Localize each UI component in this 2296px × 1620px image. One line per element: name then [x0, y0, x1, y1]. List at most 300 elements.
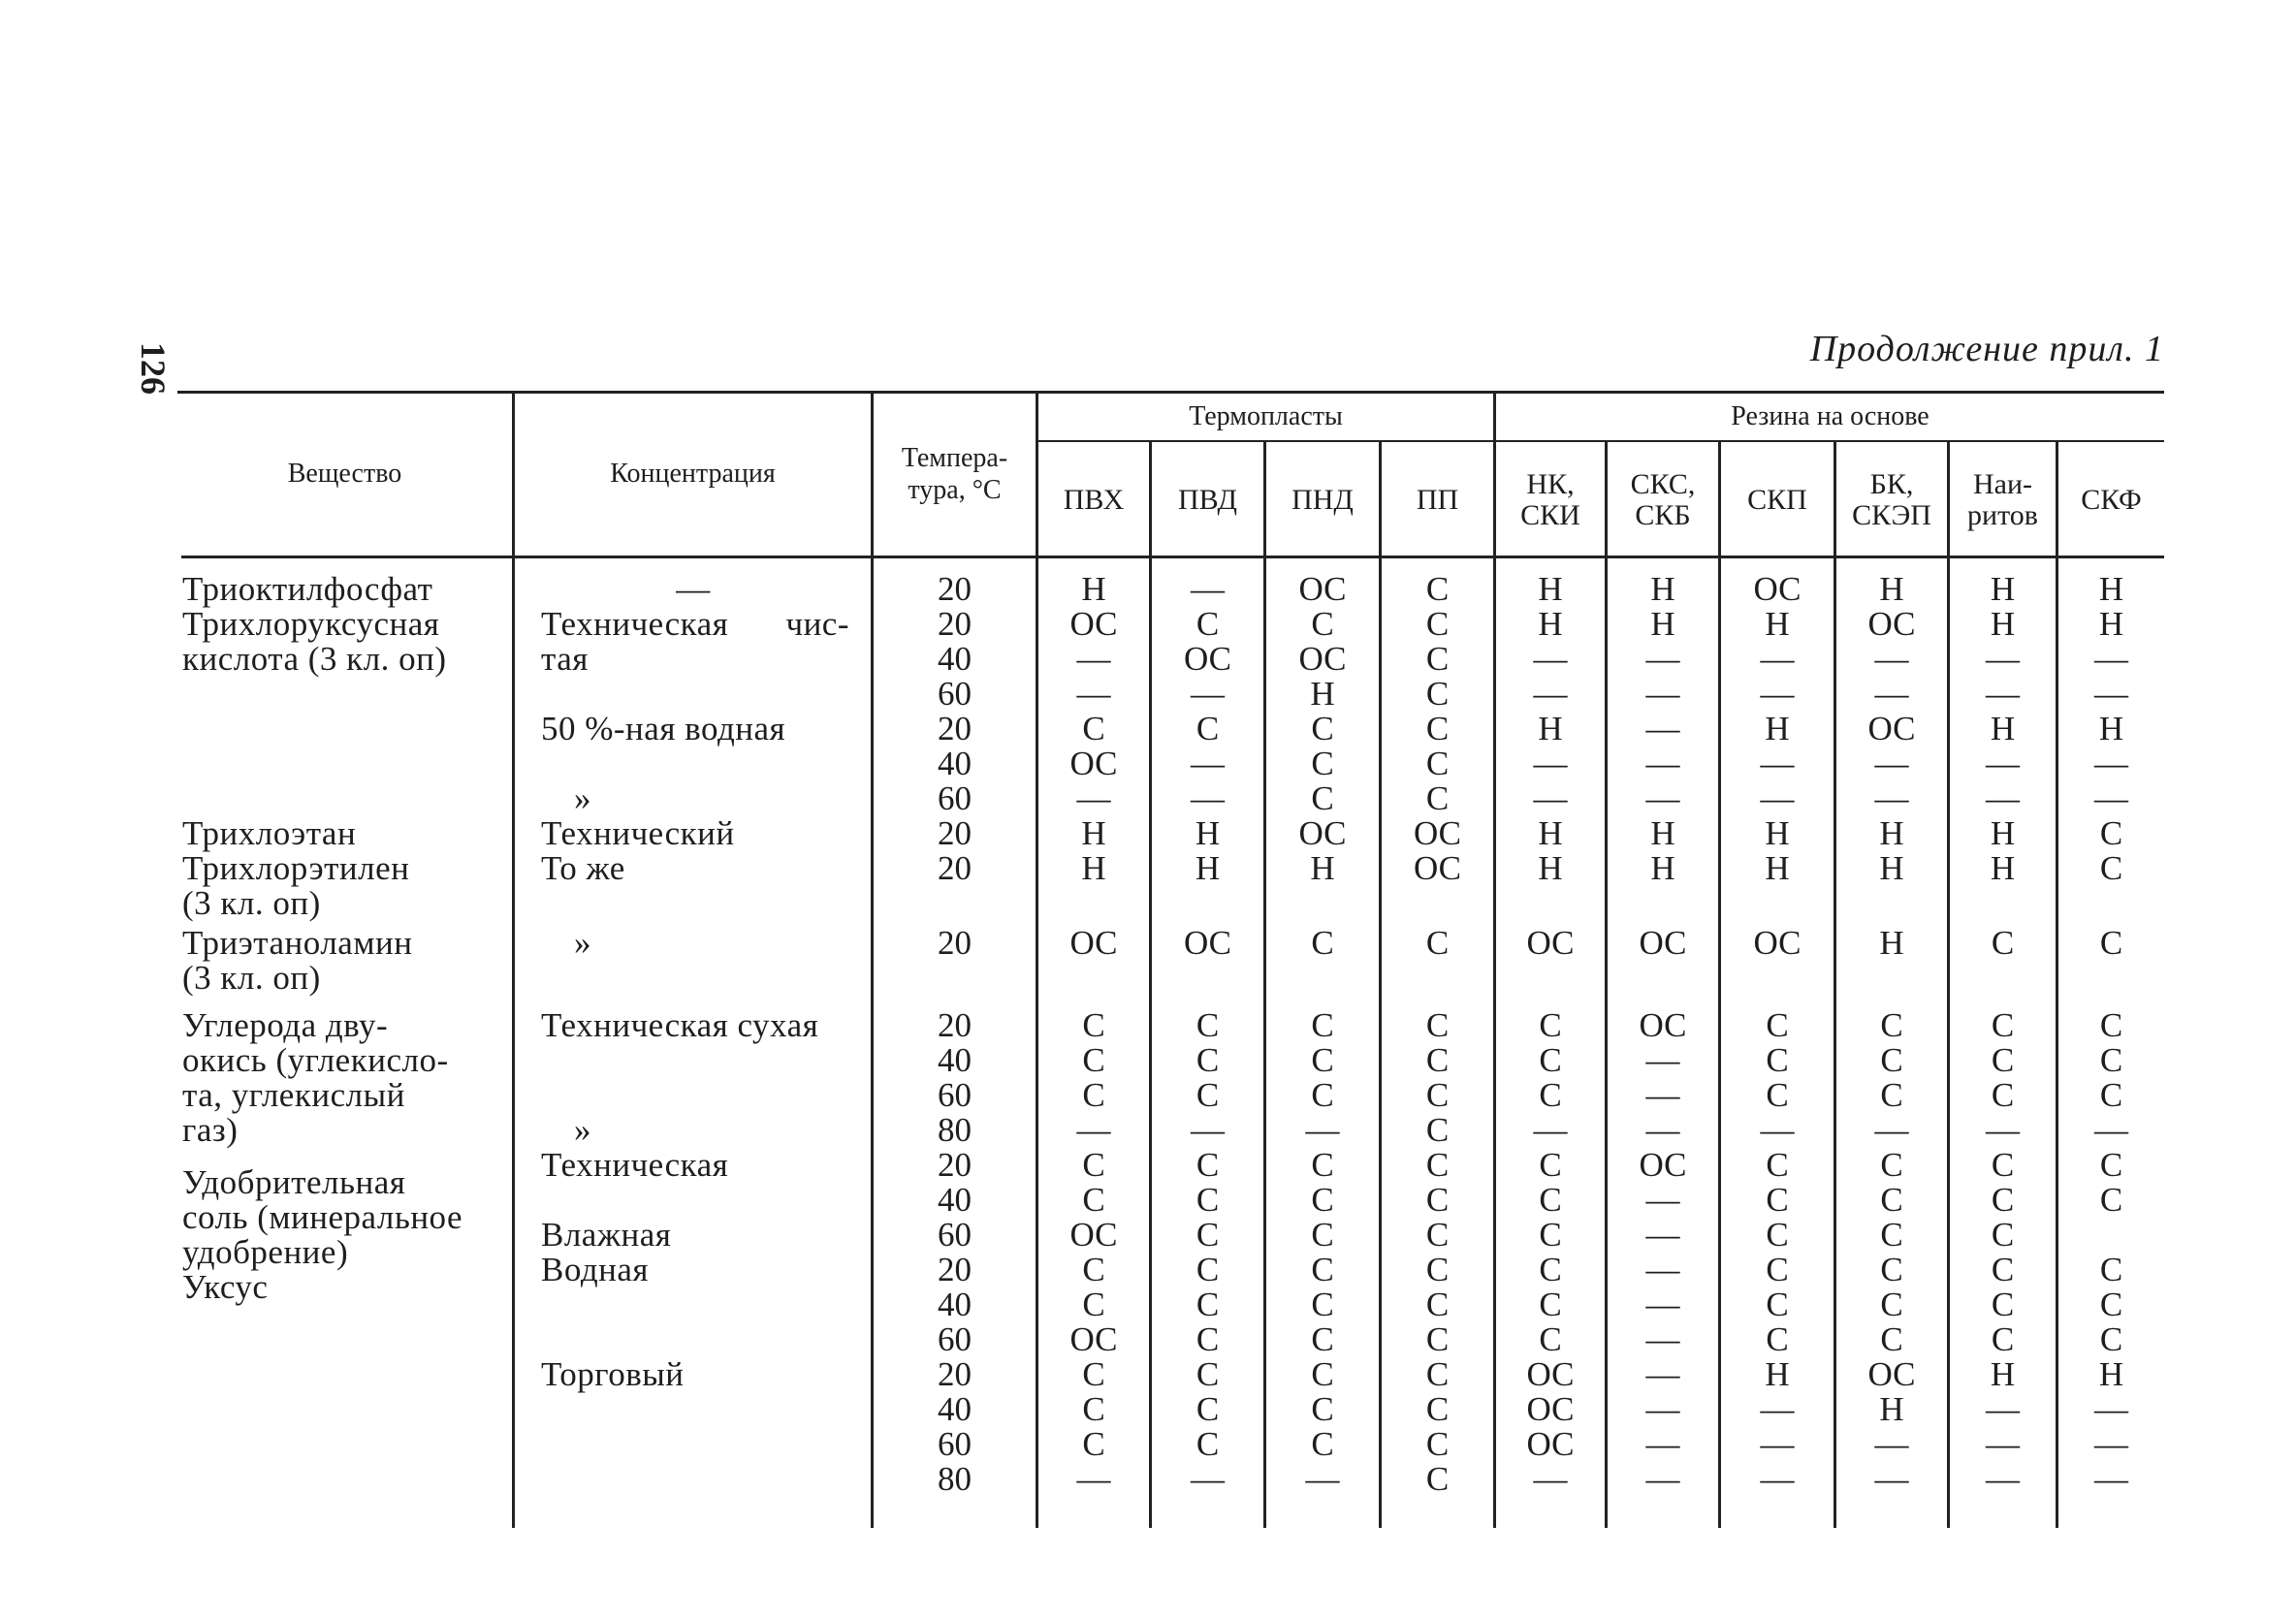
- resistance-cell: —: [1760, 1425, 1795, 1463]
- concentration-label: 50 %-ная водная: [541, 710, 786, 747]
- resistance-cell: Н: [1765, 710, 1790, 747]
- resistance-cell: Н: [1879, 570, 1904, 608]
- concentration-label: Торговый: [541, 1355, 685, 1393]
- resistance-cell: С: [1425, 924, 1450, 962]
- resistance-cell: ОС: [1413, 814, 1462, 852]
- resistance-cell: Н: [1195, 814, 1221, 852]
- resistance-cell: Н: [1990, 605, 2016, 643]
- resistance-cell: ОС: [1298, 640, 1347, 678]
- resistance-cell: С: [1425, 1111, 1450, 1149]
- resistance-cell: —: [1760, 779, 1795, 817]
- resistance-cell: С: [1991, 1251, 2015, 1288]
- resistance-cell: —: [1645, 675, 1680, 713]
- temperature-cell: 20: [938, 1355, 972, 1393]
- table-header-rule: [181, 556, 2164, 558]
- temperature-cell: 40: [938, 1181, 972, 1219]
- header-substance: Вещество: [287, 459, 402, 490]
- substance-label: (3 кл. оп): [182, 884, 321, 922]
- resistance-cell: С: [1311, 1355, 1334, 1393]
- resistance-cell: ОС: [1298, 814, 1347, 852]
- resistance-cell: С: [1425, 710, 1450, 747]
- resistance-cell: С: [1425, 640, 1450, 678]
- resistance-cell: С: [1880, 1041, 1903, 1079]
- header-column: СКФ: [2081, 483, 2142, 516]
- substance-label: Удобрительная: [182, 1163, 406, 1201]
- resistance-cell: Н: [1990, 1355, 2016, 1393]
- resistance-cell: Н: [1538, 605, 1563, 643]
- resistance-cell: —: [1645, 1041, 1680, 1079]
- resistance-cell: С: [1539, 1041, 1562, 1079]
- temperature-cell: 60: [938, 1076, 972, 1114]
- resistance-cell: Н: [2098, 710, 2124, 747]
- resistance-cell: Н: [1879, 849, 1904, 887]
- resistance-cell: ОС: [1867, 605, 1916, 643]
- resistance-cell: С: [1539, 1146, 1562, 1184]
- resistance-cell: С: [1311, 605, 1334, 643]
- concentration-label: Влажная: [541, 1216, 672, 1254]
- resistance-cell: С: [1196, 1390, 1220, 1428]
- resistance-cell: С: [1082, 1251, 1105, 1288]
- resistance-cell: С: [1082, 1425, 1105, 1463]
- resistance-cell: С: [1311, 1286, 1334, 1323]
- resistance-cell: —: [1874, 1460, 1909, 1498]
- resistance-cell: ОС: [1069, 1320, 1118, 1358]
- resistance-cell: —: [1874, 779, 1909, 817]
- temperature-cell: 60: [938, 1320, 972, 1358]
- resistance-cell: С: [1880, 1216, 1903, 1254]
- resistance-cell: —: [1645, 640, 1680, 678]
- temperature-cell: 40: [938, 1390, 972, 1428]
- resistance-cell: —: [1076, 640, 1111, 678]
- resistance-cell: —: [1645, 1216, 1680, 1254]
- temperature-cell: 80: [938, 1460, 972, 1498]
- header-column: ПП: [1416, 483, 1459, 516]
- concentration-label: Техническая чис-: [541, 605, 849, 643]
- resistance-cell: Н: [1650, 849, 1675, 887]
- resistance-cell: С: [1425, 1181, 1450, 1219]
- resistance-cell: С: [1196, 1286, 1220, 1323]
- resistance-cell: ОС: [1069, 1216, 1118, 1254]
- resistance-cell: С: [1539, 1181, 1562, 1219]
- resistance-cell: С: [1082, 1355, 1105, 1393]
- resistance-cell: —: [1874, 675, 1909, 713]
- resistance-cell: Н: [1765, 605, 1790, 643]
- resistance-cell: С: [1082, 1076, 1105, 1114]
- resistance-cell: С: [1880, 1181, 1903, 1219]
- resistance-cell: С: [1425, 605, 1450, 643]
- temperature-cell: 20: [938, 605, 972, 643]
- resistance-cell: С: [1991, 1286, 2015, 1323]
- resistance-cell: —: [1760, 1111, 1795, 1149]
- resistance-cell: С: [1880, 1146, 1903, 1184]
- resistance-cell: Н: [1650, 605, 1675, 643]
- resistance-cell: —: [1533, 745, 1568, 782]
- temperature-cell: 80: [938, 1111, 972, 1149]
- resistance-cell: —: [1874, 1425, 1909, 1463]
- resistance-cell: ОС: [1413, 849, 1462, 887]
- resistance-cell: ОС: [1639, 1146, 1687, 1184]
- resistance-cell: ОС: [1753, 570, 1802, 608]
- resistance-cell: Н: [1081, 849, 1106, 887]
- resistance-cell: Н: [1990, 814, 2016, 852]
- resistance-cell: —: [1986, 779, 2020, 817]
- concentration-label: Технический: [541, 814, 735, 852]
- resistance-cell: ОС: [1639, 924, 1687, 962]
- temperature-cell: 20: [938, 1251, 972, 1288]
- resistance-cell: —: [1645, 1390, 1680, 1428]
- resistance-cell: С: [1196, 1006, 1220, 1044]
- resistance-cell: —: [1760, 675, 1795, 713]
- resistance-cell: С: [1766, 1320, 1789, 1358]
- resistance-cell: —: [1760, 640, 1795, 678]
- resistance-cell: —: [1645, 1251, 1680, 1288]
- resistance-cell: Н: [1765, 814, 1790, 852]
- resistance-cell: Н: [1879, 924, 1904, 962]
- resistance-cell: —: [1760, 745, 1795, 782]
- temperature-cell: 20: [938, 849, 972, 887]
- resistance-cell: С: [1539, 1251, 1562, 1288]
- resistance-cell: С: [1766, 1181, 1789, 1219]
- resistance-cell: С: [1311, 1390, 1334, 1428]
- resistance-cell: —: [1076, 779, 1111, 817]
- concentration-label: —: [676, 570, 711, 608]
- resistance-cell: —: [1305, 1460, 1340, 1498]
- concentration-label: тая: [541, 640, 589, 678]
- resistance-cell: ОС: [1183, 924, 1232, 962]
- resistance-cell: С: [1539, 1006, 1562, 1044]
- temperature-cell: 20: [938, 1146, 972, 1184]
- substance-label: соль (минеральное: [182, 1198, 463, 1236]
- resistance-cell: С: [1196, 1425, 1220, 1463]
- temperature-cell: 60: [938, 779, 972, 817]
- resistance-cell: С: [1311, 1251, 1334, 1288]
- resistance-cell: —: [1305, 1111, 1340, 1149]
- resistance-cell: —: [1645, 1181, 1680, 1219]
- resistance-cell: ОС: [1069, 605, 1118, 643]
- concentration-label: »: [574, 1111, 591, 1149]
- resistance-cell: С: [1311, 1216, 1334, 1254]
- concentration-label: Техническая сухая: [541, 1006, 819, 1044]
- temperature-cell: 20: [938, 924, 972, 962]
- temperature-cell: 20: [938, 710, 972, 747]
- substance-label: Уксус: [182, 1268, 269, 1306]
- header-thermoplastics: Термопласты: [1189, 400, 1343, 431]
- resistance-cell: С: [1196, 710, 1220, 747]
- resistance-cell: С: [1082, 710, 1105, 747]
- resistance-cell: —: [1986, 1390, 2020, 1428]
- resistance-cell: С: [1766, 1006, 1789, 1044]
- resistance-cell: С: [1539, 1320, 1562, 1358]
- resistance-cell: С: [2099, 814, 2123, 852]
- resistance-cell: С: [1425, 779, 1450, 817]
- resistance-cell: С: [1766, 1076, 1789, 1114]
- resistance-cell: С: [1196, 1076, 1220, 1114]
- resistance-cell: С: [1082, 1181, 1105, 1219]
- resistance-cell: С: [1311, 1320, 1334, 1358]
- resistance-cell: С: [2099, 1181, 2123, 1219]
- resistance-cell: —: [2094, 779, 2128, 817]
- substance-label: Трихлоруксусная: [182, 605, 440, 643]
- substance-label: удобрение): [182, 1233, 349, 1271]
- substance-label: (3 кл. оп): [182, 959, 321, 997]
- substance-label: Углерода дву-: [182, 1006, 389, 1044]
- resistance-cell: Н: [1081, 814, 1106, 852]
- resistance-cell: С: [1991, 1181, 2015, 1219]
- substance-label: Трихлорэтилен: [182, 849, 410, 887]
- resistance-cell: —: [1645, 1355, 1680, 1393]
- resistance-cell: —: [1986, 1460, 2020, 1498]
- resistance-cell: Н: [1195, 849, 1221, 887]
- header-column: Наи- ритов: [1967, 468, 2038, 531]
- resistance-cell: Н: [1879, 814, 1904, 852]
- resistance-cell: С: [1311, 924, 1334, 962]
- substance-label: Трихлоэтан: [182, 814, 357, 852]
- resistance-cell: С: [1991, 1076, 2015, 1114]
- resistance-cell: С: [1766, 1286, 1789, 1323]
- header-column: БК, СКЭП: [1852, 468, 1931, 531]
- resistance-cell: С: [2099, 1286, 2123, 1323]
- concentration-label: Техническая: [541, 1146, 729, 1184]
- resistance-cell: С: [1425, 1320, 1450, 1358]
- resistance-cell: С: [1425, 1216, 1450, 1254]
- group-underline: [1493, 440, 2164, 442]
- resistance-cell: С: [1425, 1460, 1450, 1498]
- resistance-cell: —: [1760, 1460, 1795, 1498]
- resistance-cell: —: [1533, 1111, 1568, 1149]
- resistance-cell: Н: [1538, 849, 1563, 887]
- substance-label: кислота (3 кл. оп): [182, 640, 447, 678]
- header-column: СКС, СКБ: [1630, 468, 1696, 531]
- resistance-cell: С: [1311, 710, 1334, 747]
- resistance-cell: С: [1425, 675, 1450, 713]
- resistance-cell: С: [1425, 1146, 1450, 1184]
- resistance-cell: ОС: [1298, 570, 1347, 608]
- temperature-cell: 40: [938, 1041, 972, 1079]
- temperature-cell: 20: [938, 570, 972, 608]
- resistance-cell: С: [1425, 1041, 1450, 1079]
- resistance-cell: —: [1645, 779, 1680, 817]
- resistance-cell: С: [2099, 1041, 2123, 1079]
- resistance-cell: С: [1196, 1355, 1220, 1393]
- resistance-cell: —: [1191, 1460, 1225, 1498]
- resistance-cell: Н: [1990, 710, 2016, 747]
- resistance-cell: С: [1425, 1425, 1450, 1463]
- resistance-cell: Н: [1990, 849, 2016, 887]
- resistance-cell: —: [1874, 1111, 1909, 1149]
- resistance-cell: С: [1311, 1041, 1334, 1079]
- resistance-cell: —: [1076, 1460, 1111, 1498]
- resistance-cell: —: [2094, 640, 2128, 678]
- resistance-cell: ОС: [1526, 1355, 1575, 1393]
- resistance-cell: С: [1880, 1286, 1903, 1323]
- resistance-cell: С: [1425, 1355, 1450, 1393]
- resistance-cell: Н: [1538, 814, 1563, 852]
- substance-label: Триоктилфосфат: [182, 570, 433, 608]
- resistance-cell: С: [1991, 1146, 2015, 1184]
- resistance-cell: С: [2099, 1146, 2123, 1184]
- resistance-cell: С: [1311, 779, 1334, 817]
- resistance-cell: С: [1880, 1076, 1903, 1114]
- resistance-cell: С: [1196, 1146, 1220, 1184]
- resistance-cell: ОС: [1753, 924, 1802, 962]
- resistance-cell: С: [1766, 1251, 1789, 1288]
- resistance-cell: Н: [1538, 570, 1563, 608]
- substance-label: окись (углекисло-: [182, 1041, 449, 1079]
- resistance-cell: Н: [1310, 849, 1335, 887]
- resistance-cell: С: [1425, 1286, 1450, 1323]
- resistance-cell: С: [1991, 1320, 2015, 1358]
- resistance-cell: С: [1425, 570, 1450, 608]
- resistance-cell: —: [1986, 1425, 2020, 1463]
- resistance-cell: —: [1076, 675, 1111, 713]
- temperature-cell: 40: [938, 1286, 972, 1323]
- page-number: 126: [134, 342, 173, 395]
- resistance-cell: —: [1191, 1111, 1225, 1149]
- resistance-cell: С: [2099, 1251, 2123, 1288]
- resistance-cell: —: [1645, 1425, 1680, 1463]
- resistance-cell: —: [1533, 779, 1568, 817]
- header-column: ПВД: [1178, 483, 1237, 516]
- resistance-cell: —: [1645, 1076, 1680, 1114]
- continuation-title: Продолжение прил. 1: [1809, 329, 2164, 369]
- concentration-label: »: [574, 924, 591, 962]
- header-column: ПНД: [1292, 483, 1354, 516]
- header-column: СКП: [1747, 483, 1807, 516]
- resistance-cell: —: [1645, 745, 1680, 782]
- resistance-cell: С: [1196, 1251, 1220, 1288]
- resistance-cell: С: [1311, 745, 1334, 782]
- resistance-cell: С: [1196, 1216, 1220, 1254]
- concentration-label: »: [574, 779, 591, 817]
- resistance-cell: С: [1425, 1390, 1450, 1428]
- resistance-cell: С: [1425, 745, 1450, 782]
- resistance-cell: —: [2094, 1460, 2128, 1498]
- resistance-cell: ОС: [1867, 1355, 1916, 1393]
- resistance-cell: —: [1986, 745, 2020, 782]
- resistance-cell: Н: [2098, 605, 2124, 643]
- resistance-cell: С: [1880, 1006, 1903, 1044]
- resistance-cell: Н: [2098, 1355, 2124, 1393]
- resistance-cell: С: [2099, 1320, 2123, 1358]
- resistance-cell: Н: [1081, 570, 1106, 608]
- resistance-cell: С: [1082, 1146, 1105, 1184]
- substance-label: газ): [182, 1111, 239, 1149]
- resistance-cell: С: [1425, 1006, 1450, 1044]
- resistance-cell: С: [1082, 1286, 1105, 1323]
- resistance-cell: —: [1533, 1460, 1568, 1498]
- resistance-cell: —: [1645, 1320, 1680, 1358]
- group-underline: [1036, 440, 1493, 442]
- resistance-cell: —: [1986, 640, 2020, 678]
- resistance-cell: С: [2099, 1076, 2123, 1114]
- substance-label: Триэтаноламин: [182, 924, 413, 962]
- resistance-cell: ОС: [1526, 924, 1575, 962]
- resistance-cell: Н: [1990, 570, 2016, 608]
- resistance-cell: ОС: [1526, 1425, 1575, 1463]
- resistance-cell: Н: [1538, 710, 1563, 747]
- temperature-cell: 60: [938, 1216, 972, 1254]
- resistance-cell: С: [1991, 1006, 2015, 1044]
- resistance-cell: С: [1991, 1041, 2015, 1079]
- temperature-cell: 40: [938, 640, 972, 678]
- resistance-cell: —: [2094, 1111, 2128, 1149]
- resistance-cell: С: [1196, 605, 1220, 643]
- resistance-cell: Н: [1879, 1390, 1904, 1428]
- resistance-cell: Н: [1765, 1355, 1790, 1393]
- resistance-cell: —: [1645, 1286, 1680, 1323]
- resistance-cell: ОС: [1639, 1006, 1687, 1044]
- resistance-cell: Н: [1650, 570, 1675, 608]
- resistance-cell: —: [1191, 745, 1225, 782]
- temperature-cell: 20: [938, 814, 972, 852]
- resistance-cell: —: [1874, 640, 1909, 678]
- header-column: ПВХ: [1063, 483, 1125, 516]
- resistance-cell: С: [1880, 1320, 1903, 1358]
- resistance-cell: С: [1539, 1076, 1562, 1114]
- resistance-cell: С: [1196, 1181, 1220, 1219]
- temperature-cell: 60: [938, 1425, 972, 1463]
- resistance-cell: С: [1196, 1320, 1220, 1358]
- resistance-cell: С: [1196, 1041, 1220, 1079]
- resistance-cell: —: [1076, 1111, 1111, 1149]
- resistance-cell: С: [2099, 924, 2123, 962]
- temperature-cell: 60: [938, 675, 972, 713]
- resistance-cell: С: [2099, 849, 2123, 887]
- resistance-cell: —: [2094, 1390, 2128, 1428]
- header-column: НК, СКИ: [1520, 468, 1580, 531]
- resistance-cell: —: [1760, 1390, 1795, 1428]
- resistance-cell: С: [1991, 1216, 2015, 1254]
- resistance-cell: ОС: [1867, 710, 1916, 747]
- resistance-cell: С: [1539, 1286, 1562, 1323]
- header-temperature: Темпера- тура, °С: [901, 443, 1008, 505]
- resistance-cell: С: [1766, 1146, 1789, 1184]
- resistance-cell: С: [1311, 1146, 1334, 1184]
- resistance-cell: С: [2099, 1006, 2123, 1044]
- resistance-cell: Н: [1650, 814, 1675, 852]
- resistance-cell: ОС: [1526, 1390, 1575, 1428]
- resistance-cell: С: [1311, 1006, 1334, 1044]
- resistance-cell: С: [1991, 924, 2015, 962]
- resistance-cell: —: [1533, 640, 1568, 678]
- resistance-cell: С: [1766, 1041, 1789, 1079]
- resistance-cell: —: [1191, 570, 1225, 608]
- resistance-cell: С: [1082, 1041, 1105, 1079]
- resistance-cell: —: [2094, 675, 2128, 713]
- resistance-cell: —: [2094, 1425, 2128, 1463]
- resistance-cell: —: [1191, 675, 1225, 713]
- resistance-cell: Н: [1310, 675, 1335, 713]
- resistance-cell: —: [1645, 710, 1680, 747]
- header-rubber: Резина на основе: [1731, 400, 1929, 431]
- resistance-cell: С: [1425, 1251, 1450, 1288]
- resistance-cell: С: [1082, 1390, 1105, 1428]
- resistance-cell: С: [1311, 1076, 1334, 1114]
- resistance-cell: Н: [1765, 849, 1790, 887]
- resistance-cell: ОС: [1069, 924, 1118, 962]
- resistance-cell: —: [1986, 675, 2020, 713]
- substance-label: та, углекислый: [182, 1076, 405, 1114]
- resistance-cell: —: [2094, 745, 2128, 782]
- resistance-cell: С: [1082, 1006, 1105, 1044]
- resistance-cell: —: [1874, 745, 1909, 782]
- temperature-cell: 40: [938, 745, 972, 782]
- resistance-cell: —: [1986, 1111, 2020, 1149]
- resistance-cell: —: [1645, 1460, 1680, 1498]
- concentration-label: Водная: [541, 1251, 650, 1288]
- resistance-cell: С: [1539, 1216, 1562, 1254]
- temperature-cell: 20: [938, 1006, 972, 1044]
